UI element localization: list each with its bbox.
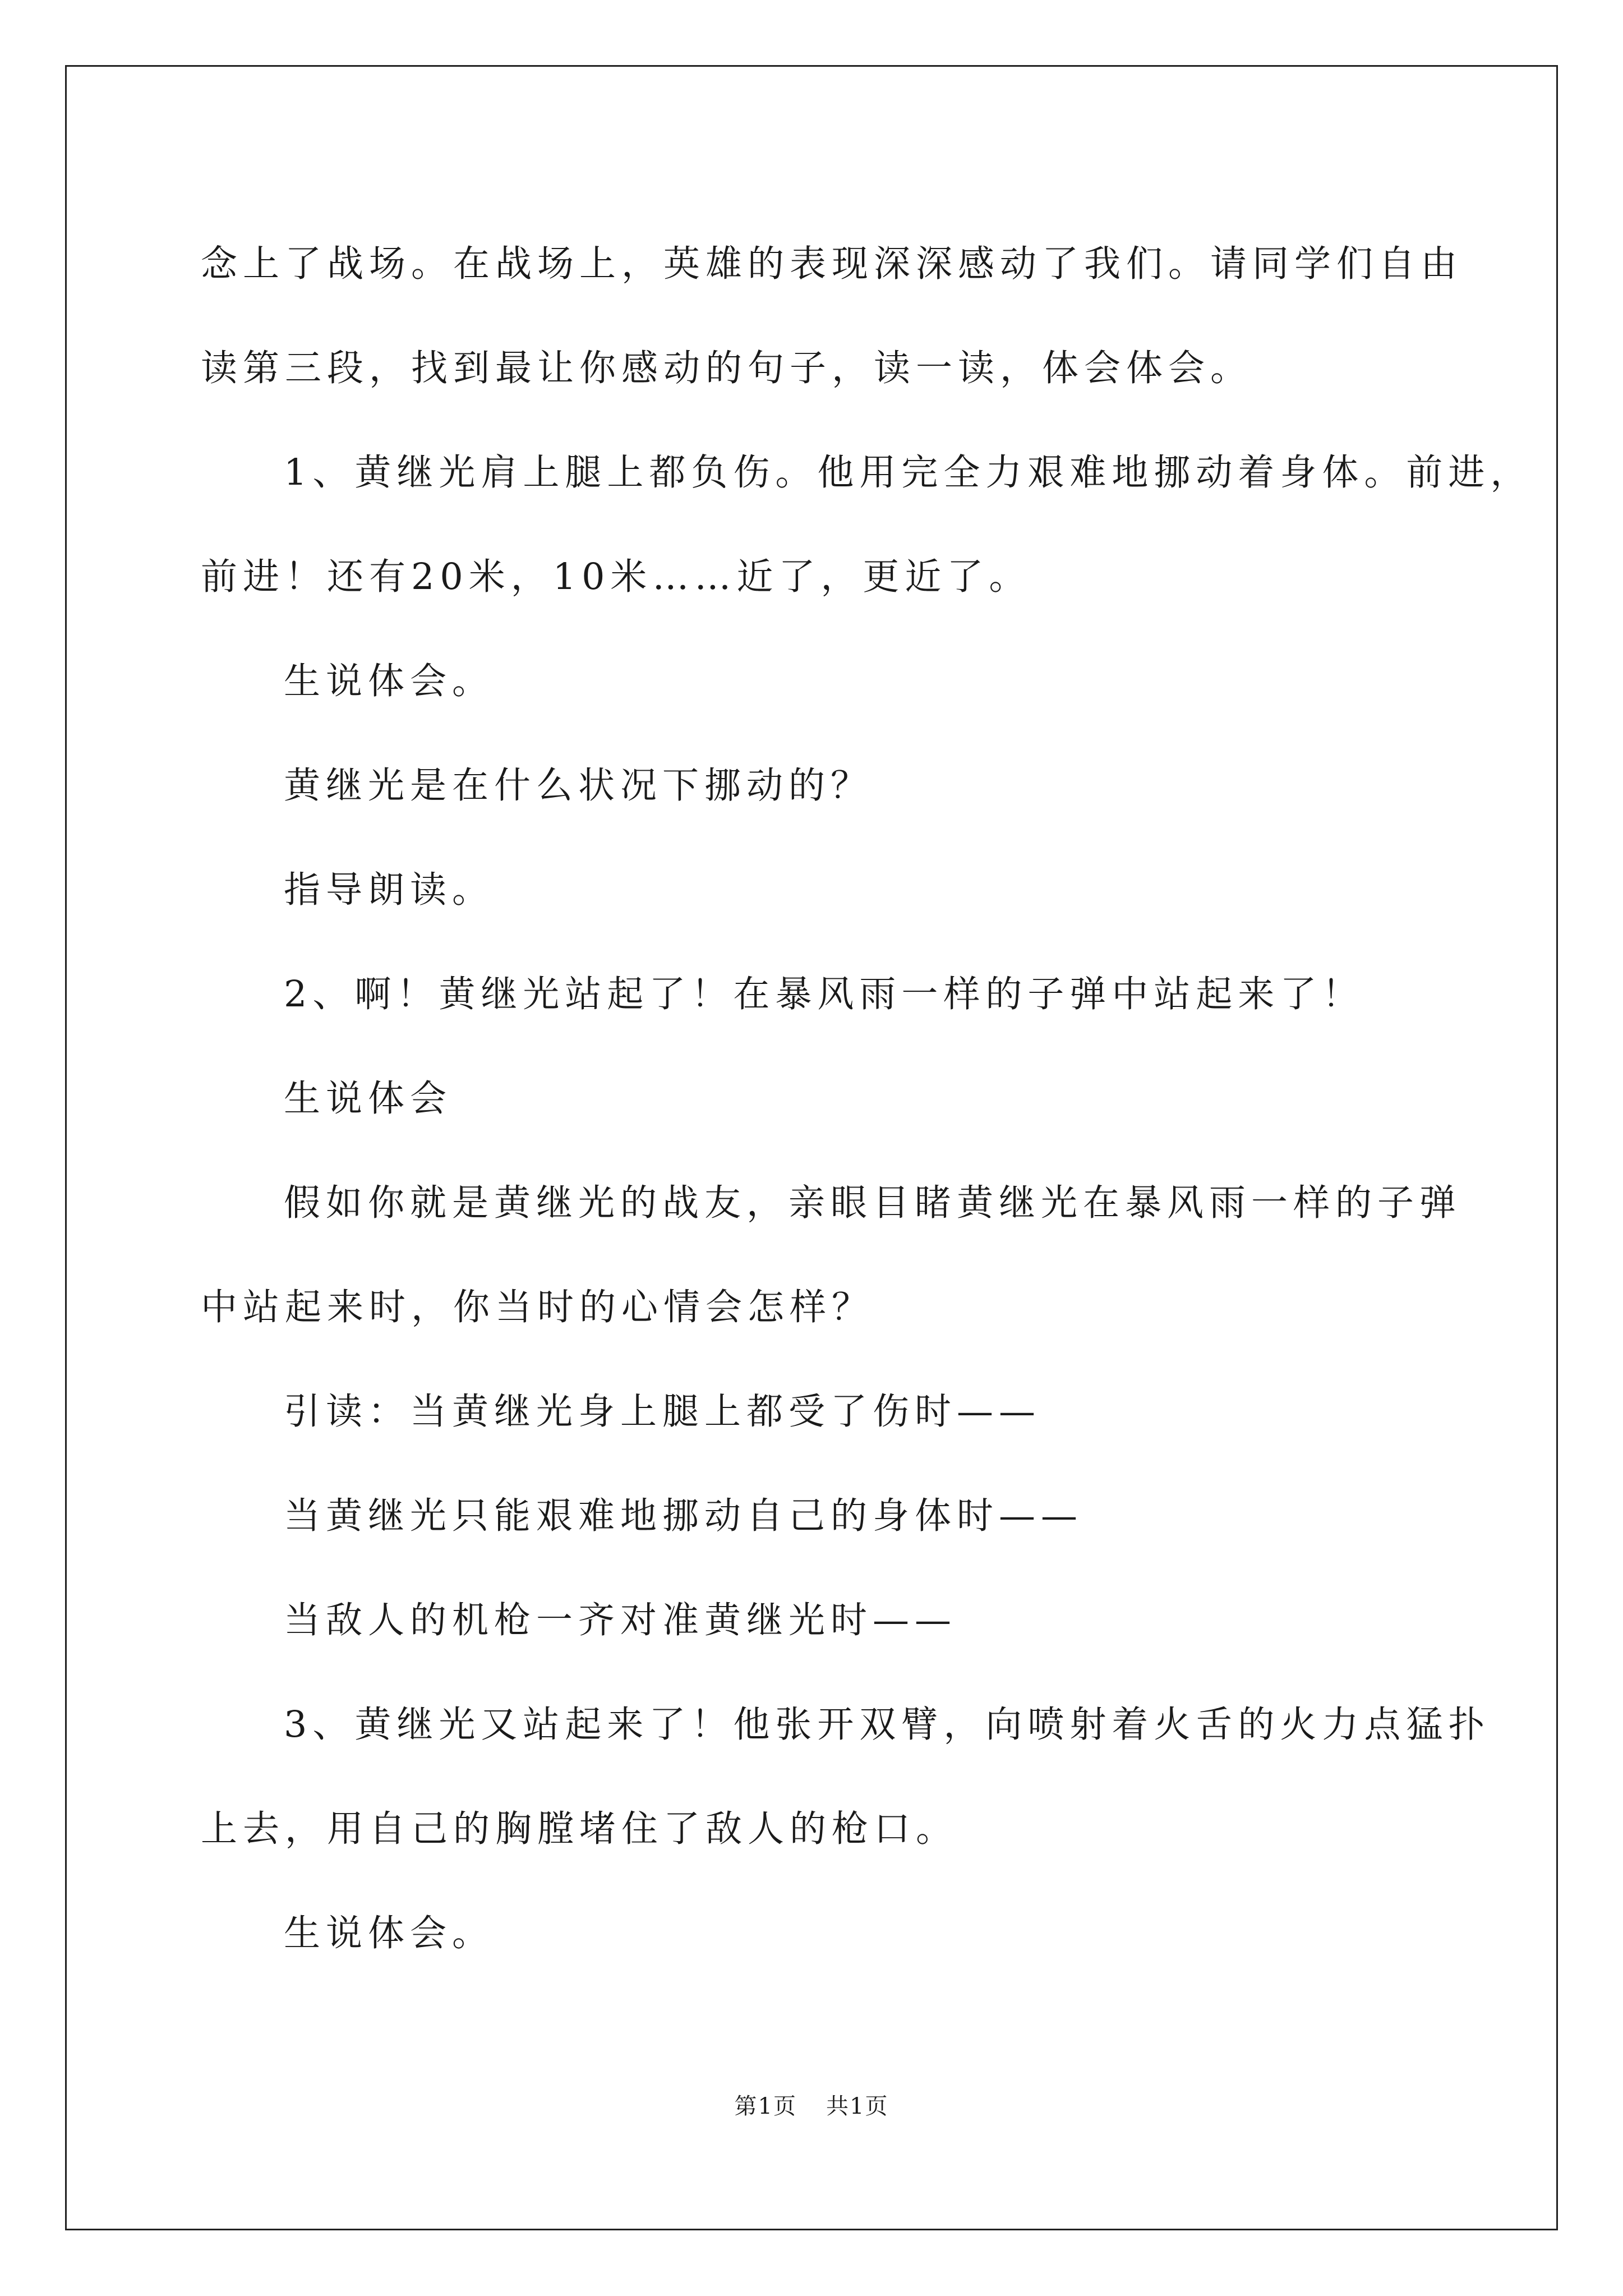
document-body — [201, 212, 1533, 1986]
paragraph-line: 假如你就是黄继光的战友，亲眼目睹黄继光在暴风雨一样的子弹 — [284, 1182, 1462, 1224]
paragraph-line: 读第三段，找到最让你感动的句子，读一读，体会体会。 — [201, 347, 1253, 389]
page-number: 第1页 — [734, 2093, 797, 2119]
paragraph-line: 黄继光是在什么状况下挪动的？ — [284, 765, 873, 807]
paragraph-line: 当黄继光只能艰难地挪动自己的身体时—— — [284, 1495, 1083, 1537]
paragraph-line: 指导朗读。 — [284, 869, 495, 911]
paragraph-line: 生说体会 — [284, 1078, 453, 1120]
paragraph-line: 3、黄继光又站起来了！他张开双臂，向喷射着火舌的火力点猛扑 — [284, 1704, 1491, 1746]
paragraph-line: 生说体会。 — [284, 1912, 495, 1954]
page-footer — [0, 2090, 1623, 2123]
paragraph-line: 中站起来时，你当时的心情会怎样？ — [201, 1286, 874, 1328]
paragraph-line: 前进！还有20米，10米……近了，更近了。 — [201, 556, 1031, 598]
paragraph-line: 上去，用自己的胸膛堵住了敌人的枪口。 — [201, 1808, 958, 1850]
paragraph-line: 1、黄继光肩上腿上都负伤。他用完全力艰难地挪动着身体。前进， — [284, 452, 1533, 494]
paragraph-line: 引读：当黄继光身上腿上都受了伤时—— — [284, 1391, 1041, 1433]
paragraph-line: 念上了战场。在战场上，英雄的表现深深感动了我们。请同学们自由 — [201, 243, 1463, 285]
paragraph-line: 当敌人的机枪一齐对准黄继光时—— — [284, 1599, 957, 1641]
paragraph-line: 2、啊！黄继光站起了！在暴风雨一样的子弹中站起来了！ — [284, 973, 1364, 1015]
page-total: 共1页 — [826, 2093, 889, 2119]
paragraph-line: 生说体会。 — [284, 660, 495, 702]
